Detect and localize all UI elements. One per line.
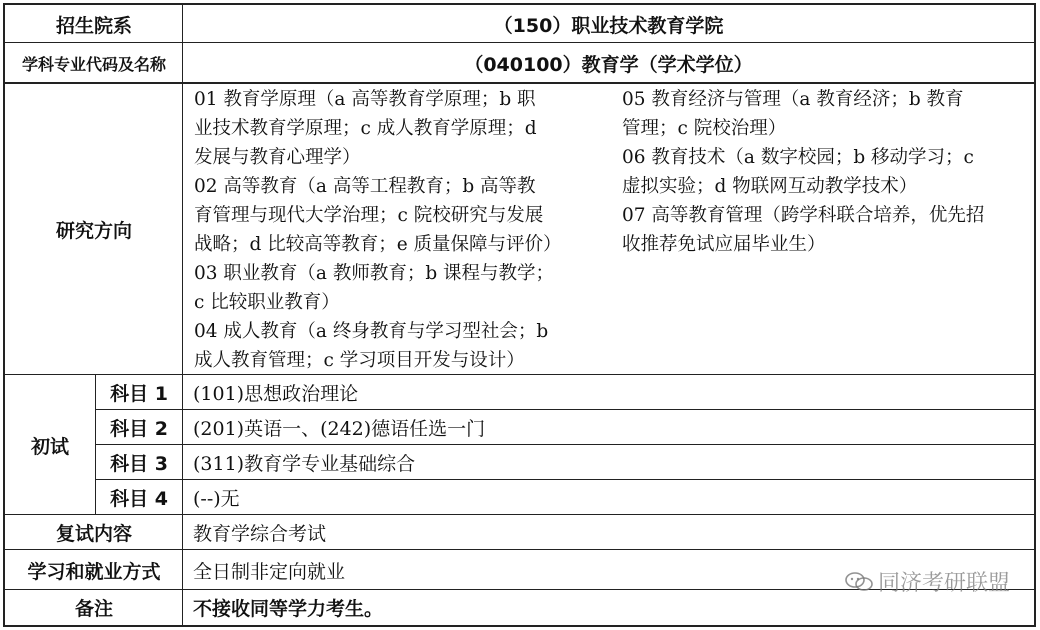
subject-1-label: 科目 1 <box>110 383 168 405</box>
direction-line: 07 高等教育管理（跨学科联合培养，优先招 <box>622 205 985 226</box>
admission-table <box>3 3 1036 627</box>
divider <box>5 514 1034 515</box>
direction-line: 04 成人教育（a 终身教育与学习型社会；b <box>194 321 549 342</box>
divider <box>95 374 96 515</box>
mode-value: 全日制非定向就业 <box>193 560 346 583</box>
major-value: （040100）教育学（学术学位） <box>464 53 753 76</box>
direction-line: 育管理与现代大学治理；c 院校研究与发展 <box>194 205 544 226</box>
direction-line: c 比较职业教育） <box>194 292 340 313</box>
note-value: 不接收同等学力考生。 <box>193 598 384 620</box>
divider <box>5 82 1034 84</box>
prelim-label: 初试 <box>30 435 69 458</box>
directions-left-column <box>194 85 614 375</box>
mode-label: 学习和就业方式 <box>27 560 161 583</box>
direction-line: 06 教育技术（a 数字校园；b 移动学习；c <box>622 147 974 168</box>
subject-4-value: (--)无 <box>193 488 240 510</box>
direction-line: 收推荐免试应届毕业生） <box>622 234 826 255</box>
divider <box>95 444 1034 445</box>
retest-label: 复试内容 <box>55 523 132 545</box>
school-label: 招生院系 <box>55 14 132 37</box>
divider <box>5 374 1034 375</box>
subject-2-value: (201)英语一、(242)德语任选一门 <box>193 418 486 440</box>
direction-line: 01 教育学原理（a 高等教育学原理；b 职 <box>194 89 536 110</box>
direction-line: 03 职业教育（a 教师教育；b 课程与教学； <box>194 263 555 284</box>
subject-4-label: 科目 4 <box>110 488 168 510</box>
direction-line: 05 教育经济与管理（a 教育经济；b 教育 <box>622 89 964 110</box>
divider <box>5 42 1034 43</box>
direction-line: 成人教育管理；c 学习项目开发与设计） <box>194 350 525 371</box>
subject-3-label: 科目 3 <box>110 453 168 475</box>
direction-line: 战略；d 比较高等教育；e 质量保障与评价） <box>194 234 562 255</box>
divider <box>5 549 1034 550</box>
watermark-text: 同济考研联盟 <box>877 571 1010 596</box>
direction-line: 业技术教育学原理；c 成人教育学原理；d <box>194 118 537 139</box>
direction-line: 管理；c 院校治理） <box>622 118 787 139</box>
school-value: （150）职业技术教育学院 <box>493 14 724 37</box>
directions-right-column <box>622 85 1032 259</box>
subject-3-value: (311)教育学专业基础综合 <box>193 453 416 475</box>
divider <box>95 479 1034 480</box>
direction-line: 虚拟实验；d 物联网互动教学技术） <box>622 176 918 197</box>
major-label: 学科专业代码及名称 <box>21 54 166 74</box>
wechat-icon <box>844 571 874 593</box>
direction-line: 发展与教育心理学） <box>194 147 361 168</box>
subject-2-label: 科目 2 <box>110 418 168 440</box>
directions-label: 研究方向 <box>55 219 132 242</box>
divider <box>182 5 183 625</box>
note-label: 备注 <box>74 598 113 620</box>
subject-1-value: (101)思想政治理论 <box>193 383 359 405</box>
direction-line: 02 高等教育（a 高等工程教育；b 高等教 <box>194 176 536 197</box>
divider <box>95 409 1034 410</box>
watermark <box>844 566 1010 597</box>
retest-value: 教育学综合考试 <box>193 523 327 545</box>
